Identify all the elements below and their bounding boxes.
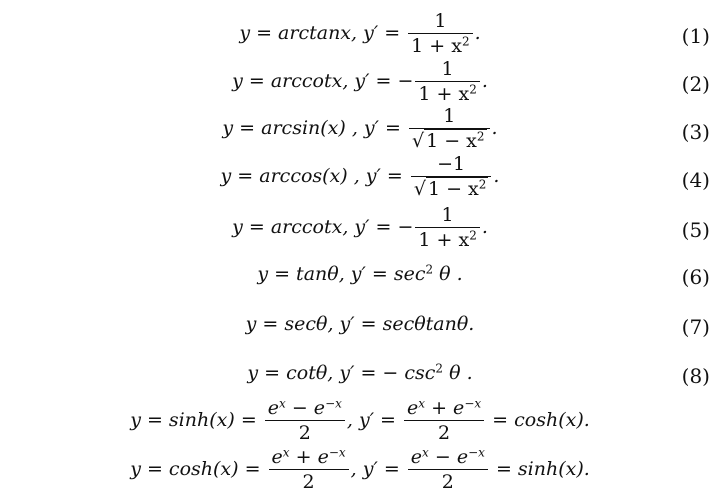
- equation-cosh-mid: , y′ =: [350, 458, 406, 480]
- equation-cosh: [0, 445, 720, 496]
- fraction-numerator: 1: [441, 204, 454, 226]
- equation-8: [0, 361, 720, 390]
- square-root: √ $1 - x^2$: [413, 177, 487, 200]
- equation-2-fraction: [415, 60, 479, 104]
- equation-6: [0, 262, 720, 291]
- fraction-denominator: 2: [265, 420, 345, 443]
- equation-4-fraction: [411, 155, 492, 199]
- exponent: 2: [476, 129, 485, 144]
- equation-4-body: [0, 155, 720, 199]
- equation-5-lhs: y = arccotx, y′ = −: [232, 216, 414, 238]
- cosh-definition-fraction: $\frac{e^x + e^{-x}}{2}$: [269, 448, 349, 492]
- equation-3-number: (3): [681, 120, 710, 144]
- equation-1-fraction: [408, 12, 472, 56]
- equation-8-text: y = cotθ, y′ = − csc: [247, 362, 436, 384]
- equation-7: [0, 315, 720, 341]
- equation-7-number: (7): [681, 315, 710, 339]
- equation-3: [0, 107, 720, 155]
- cosh-derivative-fraction: $\frac{e^x - e^{-x}}{2}$: [408, 448, 488, 492]
- equation-4-lhs: y = arccos(x) , y′ =: [220, 165, 409, 187]
- exponent: 2: [425, 262, 434, 277]
- equation-8-tail: θ .: [443, 362, 473, 384]
- equation-6-tail: θ .: [433, 263, 463, 285]
- equation-1: [0, 12, 720, 58]
- fraction-numerator: 1: [441, 58, 454, 80]
- equation-1-body: [0, 12, 720, 56]
- equation-sinh-mid: , y′ =: [346, 409, 403, 431]
- equation-cosh-lhs: y = cosh(x) =: [130, 458, 267, 480]
- radicand: 1 − x: [427, 178, 479, 200]
- equation-6-body: [0, 262, 720, 285]
- fraction-numerator: −1: [437, 153, 466, 175]
- sinh-definition-fraction: $\frac{e^x - e^{-x}}{2}$: [265, 399, 345, 443]
- equation-3-lhs: y = arcsin(x) , y′ =: [222, 117, 407, 139]
- equation-8-number: (8): [681, 364, 710, 388]
- equation-6-number: (6): [681, 265, 710, 289]
- equation-3-tail: .: [491, 117, 498, 139]
- equation-1-lhs: y = arctanx, y′ =: [239, 22, 407, 44]
- equation-4: [0, 155, 720, 203]
- fraction-numerator: 1: [443, 105, 456, 127]
- sinh-derivative-fraction: $\frac{e^x + e^{-x}}{2}$: [404, 399, 484, 443]
- equation-4-number: (4): [681, 168, 710, 192]
- equation-sinh: [0, 396, 720, 447]
- equation-8-body: [0, 361, 720, 384]
- fraction-numerator: 1: [434, 10, 447, 32]
- equation-2-body: [0, 60, 720, 104]
- equation-2: [0, 60, 720, 106]
- equation-5-tail: .: [481, 216, 488, 238]
- fraction-denominator: 1 + x: [411, 35, 462, 57]
- exponent: 2: [469, 228, 477, 243]
- equation-2-tail: .: [481, 70, 488, 92]
- exponent: 2: [461, 34, 470, 49]
- equation-7-body: [0, 315, 720, 334]
- equation-cosh-body: [0, 445, 720, 493]
- equation-5-fraction: [415, 206, 479, 250]
- exponent: 2: [435, 361, 444, 376]
- fraction-denominator: 2: [404, 420, 484, 443]
- equation-3-body: [0, 107, 720, 151]
- equation-4-tail: .: [493, 165, 500, 187]
- equation-5-number: (5): [681, 218, 710, 242]
- equation-sinh-body: [0, 396, 720, 444]
- equation-cosh-rhs: = sinh(x).: [489, 458, 590, 480]
- equation-5: [0, 206, 720, 252]
- equation-sinh-rhs: = cosh(x).: [486, 409, 590, 431]
- equation-6-text: y = tanθ, y′ = sec: [257, 263, 426, 285]
- square-root: √ $1 - x^2$: [411, 129, 485, 152]
- equation-2-lhs: y = arccotx, y′ = −: [232, 70, 414, 92]
- equation-sinh-lhs: y = sinh(x) =: [130, 409, 263, 431]
- equation-1-number: (1): [681, 24, 710, 48]
- fraction-denominator: 2: [269, 469, 349, 492]
- fraction-denominator: 2: [408, 469, 488, 492]
- equation-1-tail: .: [474, 22, 481, 44]
- equation-2-number: (2): [681, 72, 710, 96]
- equation-3-fraction: [409, 107, 490, 151]
- radicand: 1 − x: [426, 130, 477, 152]
- fraction-denominator: 1 + x: [418, 83, 470, 105]
- equation-5-body: [0, 206, 720, 250]
- equation-7-text: y = secθ, y′ = secθtanθ.: [245, 313, 475, 335]
- exponent: 2: [469, 82, 477, 97]
- fraction-denominator: 1 + x: [418, 229, 470, 251]
- exponent: 2: [478, 177, 487, 192]
